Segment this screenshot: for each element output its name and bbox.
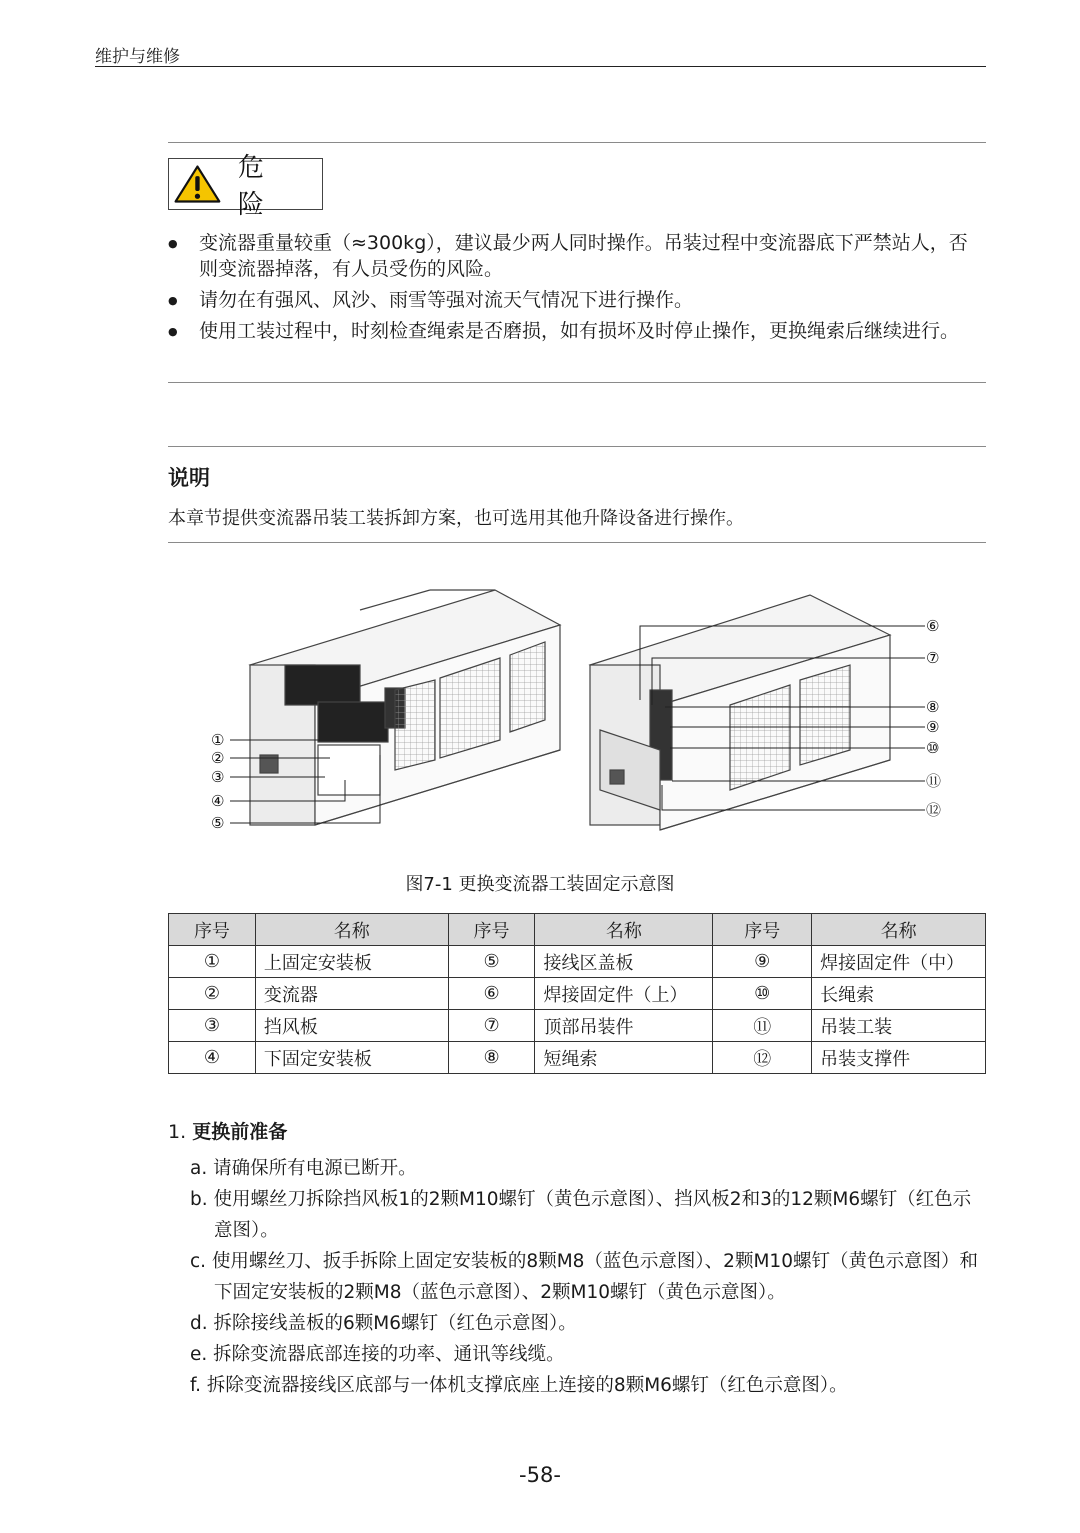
table-header-row [169,914,986,946]
right-cabinet-drawing [590,595,890,830]
table-cell: ⑧ [448,1042,535,1074]
danger-bullet: ● 使用工装过程中，时刻检查绳索是否磨损，如有损坏及时停止操作，更换绳索后继续进行。 [168,318,986,344]
table-cell: 接线区盖板 [535,946,713,978]
table-cell: ⑤ [448,946,535,978]
note-title: 说明 [168,466,210,490]
section-number: 1. [168,1121,187,1143]
table-cell: ⑪ [713,1010,812,1042]
table-cell: 挡风板 [255,1010,448,1042]
note-bottom-rule [168,542,986,543]
callout-12: ⑫ [926,801,942,819]
note-top-rule [168,446,986,447]
figure-caption: 图7-1 更换变流器工装固定示意图 [405,874,675,895]
step-list [190,1153,986,1401]
table-header: 名称 [535,914,713,946]
callout-11: ⑪ [926,772,942,790]
callout-1: ① [211,731,225,749]
table-cell: ⑩ [713,978,812,1010]
table-cell: ⑦ [448,1010,535,1042]
step-item: f. 拆除变流器接线区底部与一体机支撑底座上连接的8颗M6螺钉（红色示意图）。 [190,1375,848,1396]
danger-bottom-rule [168,382,986,383]
callout-7: ⑦ [926,649,940,667]
callout-10: ⑩ [926,739,940,757]
table-header: 名称 [812,914,986,946]
table-cell: 短绳索 [535,1042,713,1074]
danger-badge [168,153,323,220]
danger-bullet: ● 变流器重量较重（≈300kg），建议最少两人同时操作。吊装过程中变流器底下严禁站人，否则变流器掉落，有人员受伤的风险。 [168,230,986,282]
section-title: 更换前准备 [192,1121,288,1143]
table-row [169,978,986,1010]
callout-2: ② [211,749,225,767]
table-cell: ⑥ [448,978,535,1010]
table-row [169,1042,986,1074]
callout-6: ⑥ [926,617,940,635]
callout-5: ⑤ [211,814,225,832]
callout-9: ⑨ [926,718,940,736]
table-cell: ⑫ [713,1042,812,1074]
table-row [169,1010,986,1042]
table-cell: ③ [169,1010,256,1042]
danger-bullet-list [168,230,986,349]
table-cell: 下固定安装板 [255,1042,448,1074]
header-title: 维护与维修 [95,47,180,67]
table-cell: ② [169,978,256,1010]
step-item: a. 请确保所有电源已断开。 [190,1158,417,1179]
warning-triangle-icon [173,161,222,207]
table-cell: ① [169,946,256,978]
callout-8: ⑧ [926,698,940,716]
legend-table [168,913,986,1074]
table-cell: 吊装支撑件 [812,1042,986,1074]
table-cell: 顶部吊装件 [535,1010,713,1042]
step-item: e. 拆除变流器底部连接的功率、通讯等线缆。 [190,1344,565,1365]
page-number: -58- [519,1463,561,1487]
table-header: 序号 [713,914,812,946]
converter-figure [200,580,960,855]
danger-top-rule [168,142,986,143]
section-heading [168,1117,287,1144]
step-item: d. 拆除接线盖板的6颗M6螺钉（红色示意图）。 [190,1313,577,1334]
table-cell: 变流器 [255,978,448,1010]
table-cell: 吊装工装 [812,1010,986,1042]
header-divider [95,66,986,67]
table-cell: 上固定安装板 [255,946,448,978]
left-cabinet-drawing [250,590,560,825]
callout-4: ④ [211,792,225,810]
step-item: c. 使用螺丝刀、扳手拆除上固定安装板的8颗M8（蓝色示意图）、2颗M10螺钉（黄色示意图）和下固定安装板的2颗M8（蓝色示意图）、2颗M10螺钉（黄色示意图）。 [190,1251,978,1303]
callout-3: ③ [211,768,225,786]
table-cell: 焊接固定件（中） [812,946,986,978]
table-row [169,946,986,978]
table-cell: 长绳索 [812,978,986,1010]
table-header: 名称 [255,914,448,946]
table-cell: 焊接固定件（上） [535,978,713,1010]
step-item: b. 使用螺丝刀拆除挡风板1的2颗M10螺钉（黄色示意图）、挡风板2和3的12颗M6螺钉（红色示意图）。 [190,1189,972,1241]
table-cell: ⑨ [713,946,812,978]
danger-label: 危 险 [237,153,276,220]
table-header: 序号 [448,914,535,946]
note-text: 本章节提供变流器吊装工装拆卸方案，也可选用其他升降设备进行操作。 [168,508,744,529]
table-cell: ④ [169,1042,256,1074]
table-header: 序号 [169,914,256,946]
danger-bullet: ● 请勿在有强风、风沙、雨雪等强对流天气情况下进行操作。 [168,287,986,313]
